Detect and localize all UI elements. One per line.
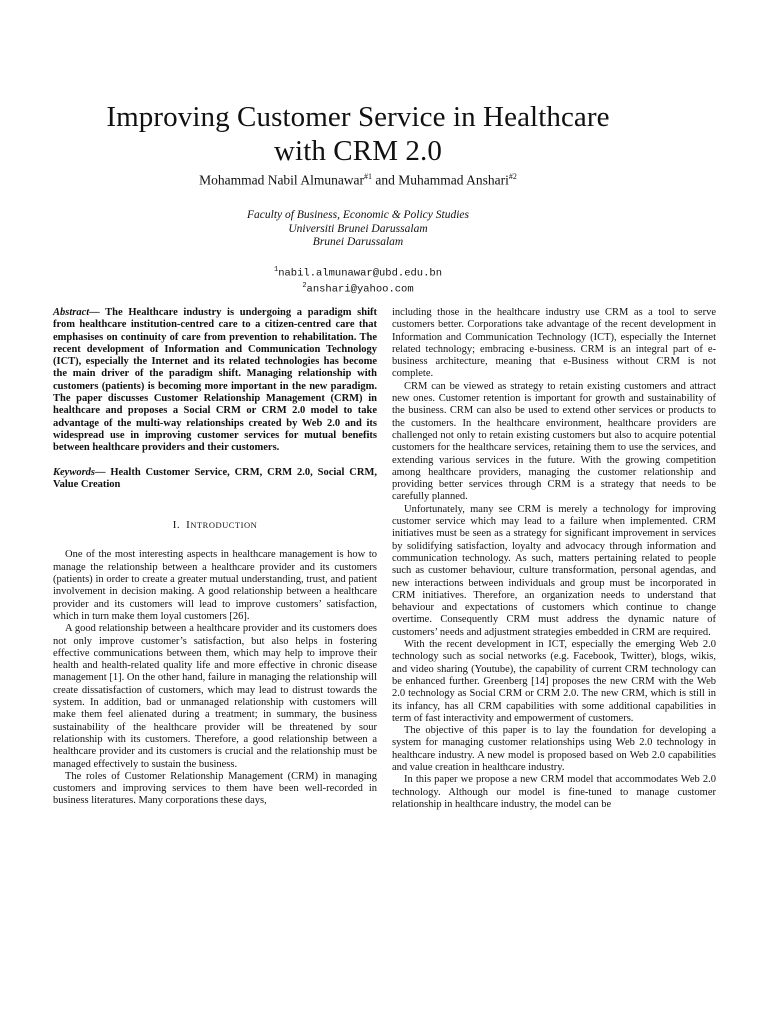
abstract-dash: — (89, 307, 106, 318)
affiliation-block (0, 209, 716, 250)
section-title-rest: NTRODUCTION (190, 520, 258, 531)
body-paragraph: CRM can be viewed as strategy to retain existing customers and attract new ones. Customer retention is important for growth and sustainability of the business. CRM can also be used to extend other services or products to the customers. In the healthcare environment, healthcare providers are challenged not only to retain existing customers but also to acquire potential customers for the healthcare services, retaining them to use the services, and extending various services in the future. With the growing competition among healthcare providers, managing the customer relationship and providing better services through CRM is a strategy that needs to be carefully planned. (392, 380, 716, 503)
body-paragraph: The objective of this paper is to lay the foundation for developing a system for managing customer relationships using Web 2.0 technology in healthcare industry. A new model is proposed based on Web 2.0 capabilities and value creation in healthcare industry. (392, 725, 716, 773)
body-paragraph: One of the most interesting aspects in healthcare management is how to manage the relationship between a healthcare provider and its customers (patients) in order to create a greater mutual understanding, trust, and patient involvement in decision making. A good relationship between a healthcare provider and its customers will lead to improve customers’ satisfaction, which in turn make them loyal customers [26]. (53, 549, 377, 622)
title-line-2: with CRM 2.0 (274, 135, 442, 167)
left-column (53, 307, 377, 808)
paper-title (0, 100, 716, 168)
author-join: and (372, 172, 399, 188)
keywords-text: Health Customer Service, CRM, CRM 2.0, Social CRM, Value Creation (53, 466, 377, 490)
affiliation-line-2: Universiti Brunei Darussalam (288, 222, 428, 235)
section-title-initial: I (186, 519, 191, 532)
abstract-label: Abstract (53, 307, 90, 318)
abstract-text: The Healthcare industry is undergoing a paradigm shift from healthcare institution-centred care to a citizen-centred care that emphasises on continuity of care from prevention to rehabilitation. The recent development of Information and Communication Technology (ICT), especially the Internet and its related technologies has become the main driver of the paradigm shift. Managing relationship with customers (patients) is becoming more important in the new paradigm. The paper discusses Customer Relationship Management (CRM) in healthcare and proposes a Social CRM or CRM 2.0 model to take advantage of the multi-way relationships created by Web 2.0 and its widespread use in improving customer services for mutual benefits between healthcare providers and their customers. (53, 307, 377, 454)
keywords-dash: — (95, 466, 111, 478)
email-line-2 (0, 280, 716, 296)
abstract (53, 307, 377, 455)
author-name-1: Mohammad Nabil Almunawar (199, 172, 365, 188)
title-line-1: Improving Customer Service in Healthcare (106, 101, 610, 133)
keywords (53, 467, 377, 492)
email-address-2: anshari@yahoo.com (306, 283, 414, 295)
affiliation-line-3: Brunei Darussalam (312, 236, 404, 248)
section-numeral: I. (172, 519, 181, 532)
email-mark-1: 1 (273, 266, 279, 274)
author-mark-1: #1 (364, 172, 373, 181)
body-paragraph: With the recent development in ICT, especially the emerging Web 2.0 technology such as social networks (e.g. Facebook, Twitter), blogs, wikis, and video sharing (Youtube), the capability of current CRM technology can be enhanced further. Greenberg [14] proposes the new CRM with the Web 2.0 technology as Social CRM or CRM 2.0. The new CRM, which is still in its infancy, has all CRM capabilities with some additional capabilities in term of fast interactivity and empowerment of customers. (392, 639, 716, 724)
body-paragraph: A good relationship between a healthcare provider and its customers does not only improve customer’s satisfaction, but also helps in fostering effective communications between them, which may help to improve their health and health-related quality life and more effective in chronic disease management [1]. On the other hand, failure in managing the relationship will create dissatisfaction of customers, which may lead to distrust towards the system. In addition, bad or unmanaged relationship with customers will make them feel alienated during a treatment; in summary, the business sustainability of the healthcare provider will be threatened by sour relationship with its customers. Therefore, a good relationship between a healthcare provider and its customers is crucial and the relationship must be managed effectively to sustain the business. (53, 623, 377, 770)
section-heading-introduction (53, 519, 377, 531)
author-name-2: Muhammad Anshari (398, 172, 509, 188)
body-paragraph-continued: including those in the healthcare industry use CRM as a tool to serve customers better. Corporations take advantage of the recent development in Information and Communication Technology (ICT), especially the Internet related technology; embracing e-business. CRM is an integral part of e-business architecture, meaning that e-Business without CRM is not complete. (392, 307, 716, 380)
email-address-1: nabil.almunawar@ubd.edu.bn (278, 267, 443, 280)
author-mark-2: #2 (508, 172, 517, 181)
author-list (0, 172, 716, 189)
email-block (0, 264, 716, 295)
right-column (392, 307, 716, 811)
affiliation-line-1: Faculty of Business, Economic & Policy Studies (247, 209, 469, 221)
email-line-1 (0, 264, 716, 280)
email-mark-2: 2 (302, 281, 307, 290)
body-paragraph: The roles of Customer Relationship Management (CRM) in managing customers and improving services to them have been well-recorded in business literatures. Many corporations these days, (53, 770, 377, 807)
body-paragraph: In this paper we propose a new CRM model that accommodates Web 2.0 technology. Although our model is fine-tuned to manage customer relationship in healthcare industry, the model can be (392, 774, 716, 810)
keywords-label: Keywords (53, 466, 95, 478)
body-paragraph: Unfortunately, many see CRM is merely a technology for improving customer service which may lead to a failure when implemented. CRM initiatives must be seen as a strategy for significant improvement in services by solidifying satisfaction, loyalty and advocacy through information and communication technology. As such, matters pertaining related to people such as customer behaviour, culture transformation, personal agendas, and new interactions between individuals and group must be incorporated in CRM initiatives. Therefore, an organization needs to understand that behaviour and expectations of customers which continue to change overtime. Consequently CRM must address the dynamic nature of customers’ needs and adjustment strategies embedded in CRM are required. (392, 503, 716, 638)
